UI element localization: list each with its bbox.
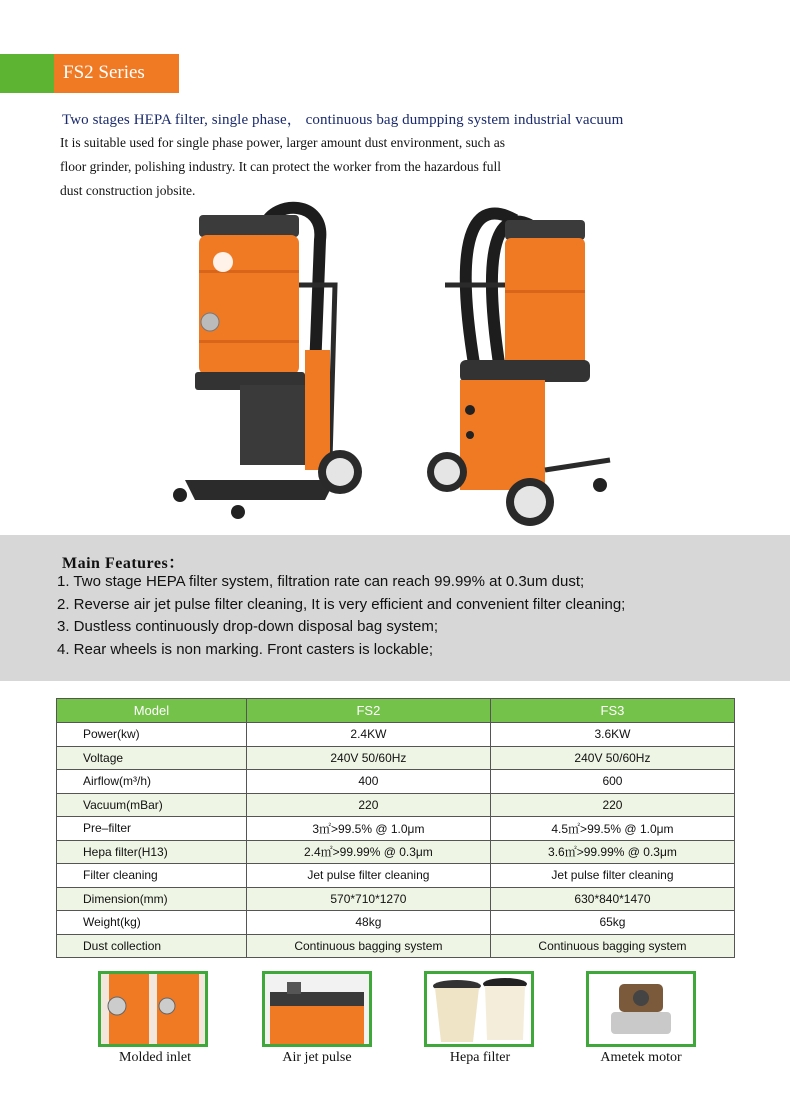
spec-header-row xyxy=(57,699,735,723)
thumb-molded-inlet xyxy=(98,971,208,1047)
spec-value: 630*840*1470 xyxy=(490,887,734,911)
table-row xyxy=(57,911,735,935)
thumb-label-air-jet-pulse: Air jet pulse xyxy=(282,1050,352,1065)
series-banner xyxy=(0,54,179,93)
feature-item: 2. Reverse air jet pulse filter cleaning, It is very efficient and convenient filter cleaning; xyxy=(57,595,626,613)
spec-table xyxy=(56,698,735,958)
thumb-air-jet-pulse xyxy=(262,971,372,1047)
spec-value: 2.4㎡>99.99% @ 0.3μm xyxy=(246,840,490,864)
banner-green-block xyxy=(0,54,54,93)
spec-value: 240V 50/60Hz xyxy=(490,746,734,770)
table-row xyxy=(57,770,735,794)
table-row xyxy=(57,887,735,911)
features-list xyxy=(0,571,625,661)
spec-value: 220 xyxy=(246,793,490,817)
spec-header-fs2: FS2 xyxy=(246,699,490,723)
spec-label: Power(kw) xyxy=(57,723,247,747)
description-line: dust construction jobsite. xyxy=(60,183,196,198)
description-line: floor grinder, polishing industry. It can protect the worker from the hazardous full xyxy=(60,159,501,174)
spec-value: 570*710*1270 xyxy=(246,887,490,911)
spec-label: Dimension(mm) xyxy=(57,887,247,911)
hepa-filter-image xyxy=(427,974,531,1044)
spec-label: Hepa filter(H13) xyxy=(57,840,247,864)
spec-value: 65kg xyxy=(490,911,734,935)
table-row xyxy=(57,817,735,841)
table-row xyxy=(57,723,735,747)
spec-value: Continuous bagging system xyxy=(490,934,734,958)
thumb-label-ametek-motor: Ametek motor xyxy=(600,1050,682,1065)
product-description xyxy=(60,131,600,203)
spec-value: 400 xyxy=(246,770,490,794)
spec-value: Jet pulse filter cleaning xyxy=(490,864,734,888)
air-jet-pulse-image xyxy=(265,974,369,1044)
feature-item: 3. Dustless continuously drop-down disposal bag system; xyxy=(57,618,439,635)
table-row xyxy=(57,840,735,864)
spec-label: Airflow(m³/h) xyxy=(57,770,247,794)
spec-header-model: Model xyxy=(57,699,247,723)
spec-value: 3.6㎡>99.99% @ 0.3μm xyxy=(490,840,734,864)
spec-label: Voltage xyxy=(57,746,247,770)
spec-value: 220 xyxy=(490,793,734,817)
spec-value: 240V 50/60Hz xyxy=(246,746,490,770)
spec-label: Vacuum(mBar) xyxy=(57,793,247,817)
spec-value: Continuous bagging system xyxy=(246,934,490,958)
vacuum-back-view-image xyxy=(420,200,620,530)
feature-item: 1. Two stage HEPA filter system, filtration rate can reach 99.99% at 0.3um dust; xyxy=(57,573,585,590)
spec-value: 600 xyxy=(490,770,734,794)
thumb-hepa-filter xyxy=(424,971,534,1047)
spec-label: Dust collection xyxy=(57,934,247,958)
ametek-motor-image xyxy=(589,974,693,1044)
thumb-ametek-motor xyxy=(586,971,696,1047)
thumb-label-hepa-filter: Hepa filter xyxy=(449,1050,511,1065)
product-subtitle: Two stages HEPA filter, single phase， continuous bag dumpping system industrial vacuum xyxy=(62,112,624,128)
table-row xyxy=(57,746,735,770)
spec-header-fs3: FS3 xyxy=(490,699,734,723)
spec-label: Pre–filter xyxy=(57,817,247,841)
spec-label: Weight(kg) xyxy=(57,911,247,935)
spec-value: 3.6KW xyxy=(490,723,734,747)
series-title: FS2 Series xyxy=(63,62,145,83)
feature-item: 4. Rear wheels is non marking. Front casters is lockable; xyxy=(57,640,433,658)
table-row xyxy=(57,793,735,817)
description-line: It is suitable used for single phase power, larger amount dust environment, such as xyxy=(60,135,505,150)
spec-value: 3㎡>99.5% @ 1.0μm xyxy=(246,817,490,841)
spec-value: 4.5㎡>99.5% @ 1.0μm xyxy=(490,817,734,841)
spec-value: Jet pulse filter cleaning xyxy=(246,864,490,888)
spec-value: 2.4KW xyxy=(246,723,490,747)
molded-inlet-image xyxy=(101,974,205,1044)
spec-label: Filter cleaning xyxy=(57,864,247,888)
vacuum-front-view-image xyxy=(165,200,365,530)
main-features-section xyxy=(0,535,790,681)
features-title: Main Features： xyxy=(62,555,185,572)
spec-value: 48kg xyxy=(246,911,490,935)
table-row xyxy=(57,934,735,958)
table-row xyxy=(57,864,735,888)
thumb-label-molded-inlet: Molded inlet xyxy=(119,1050,191,1065)
